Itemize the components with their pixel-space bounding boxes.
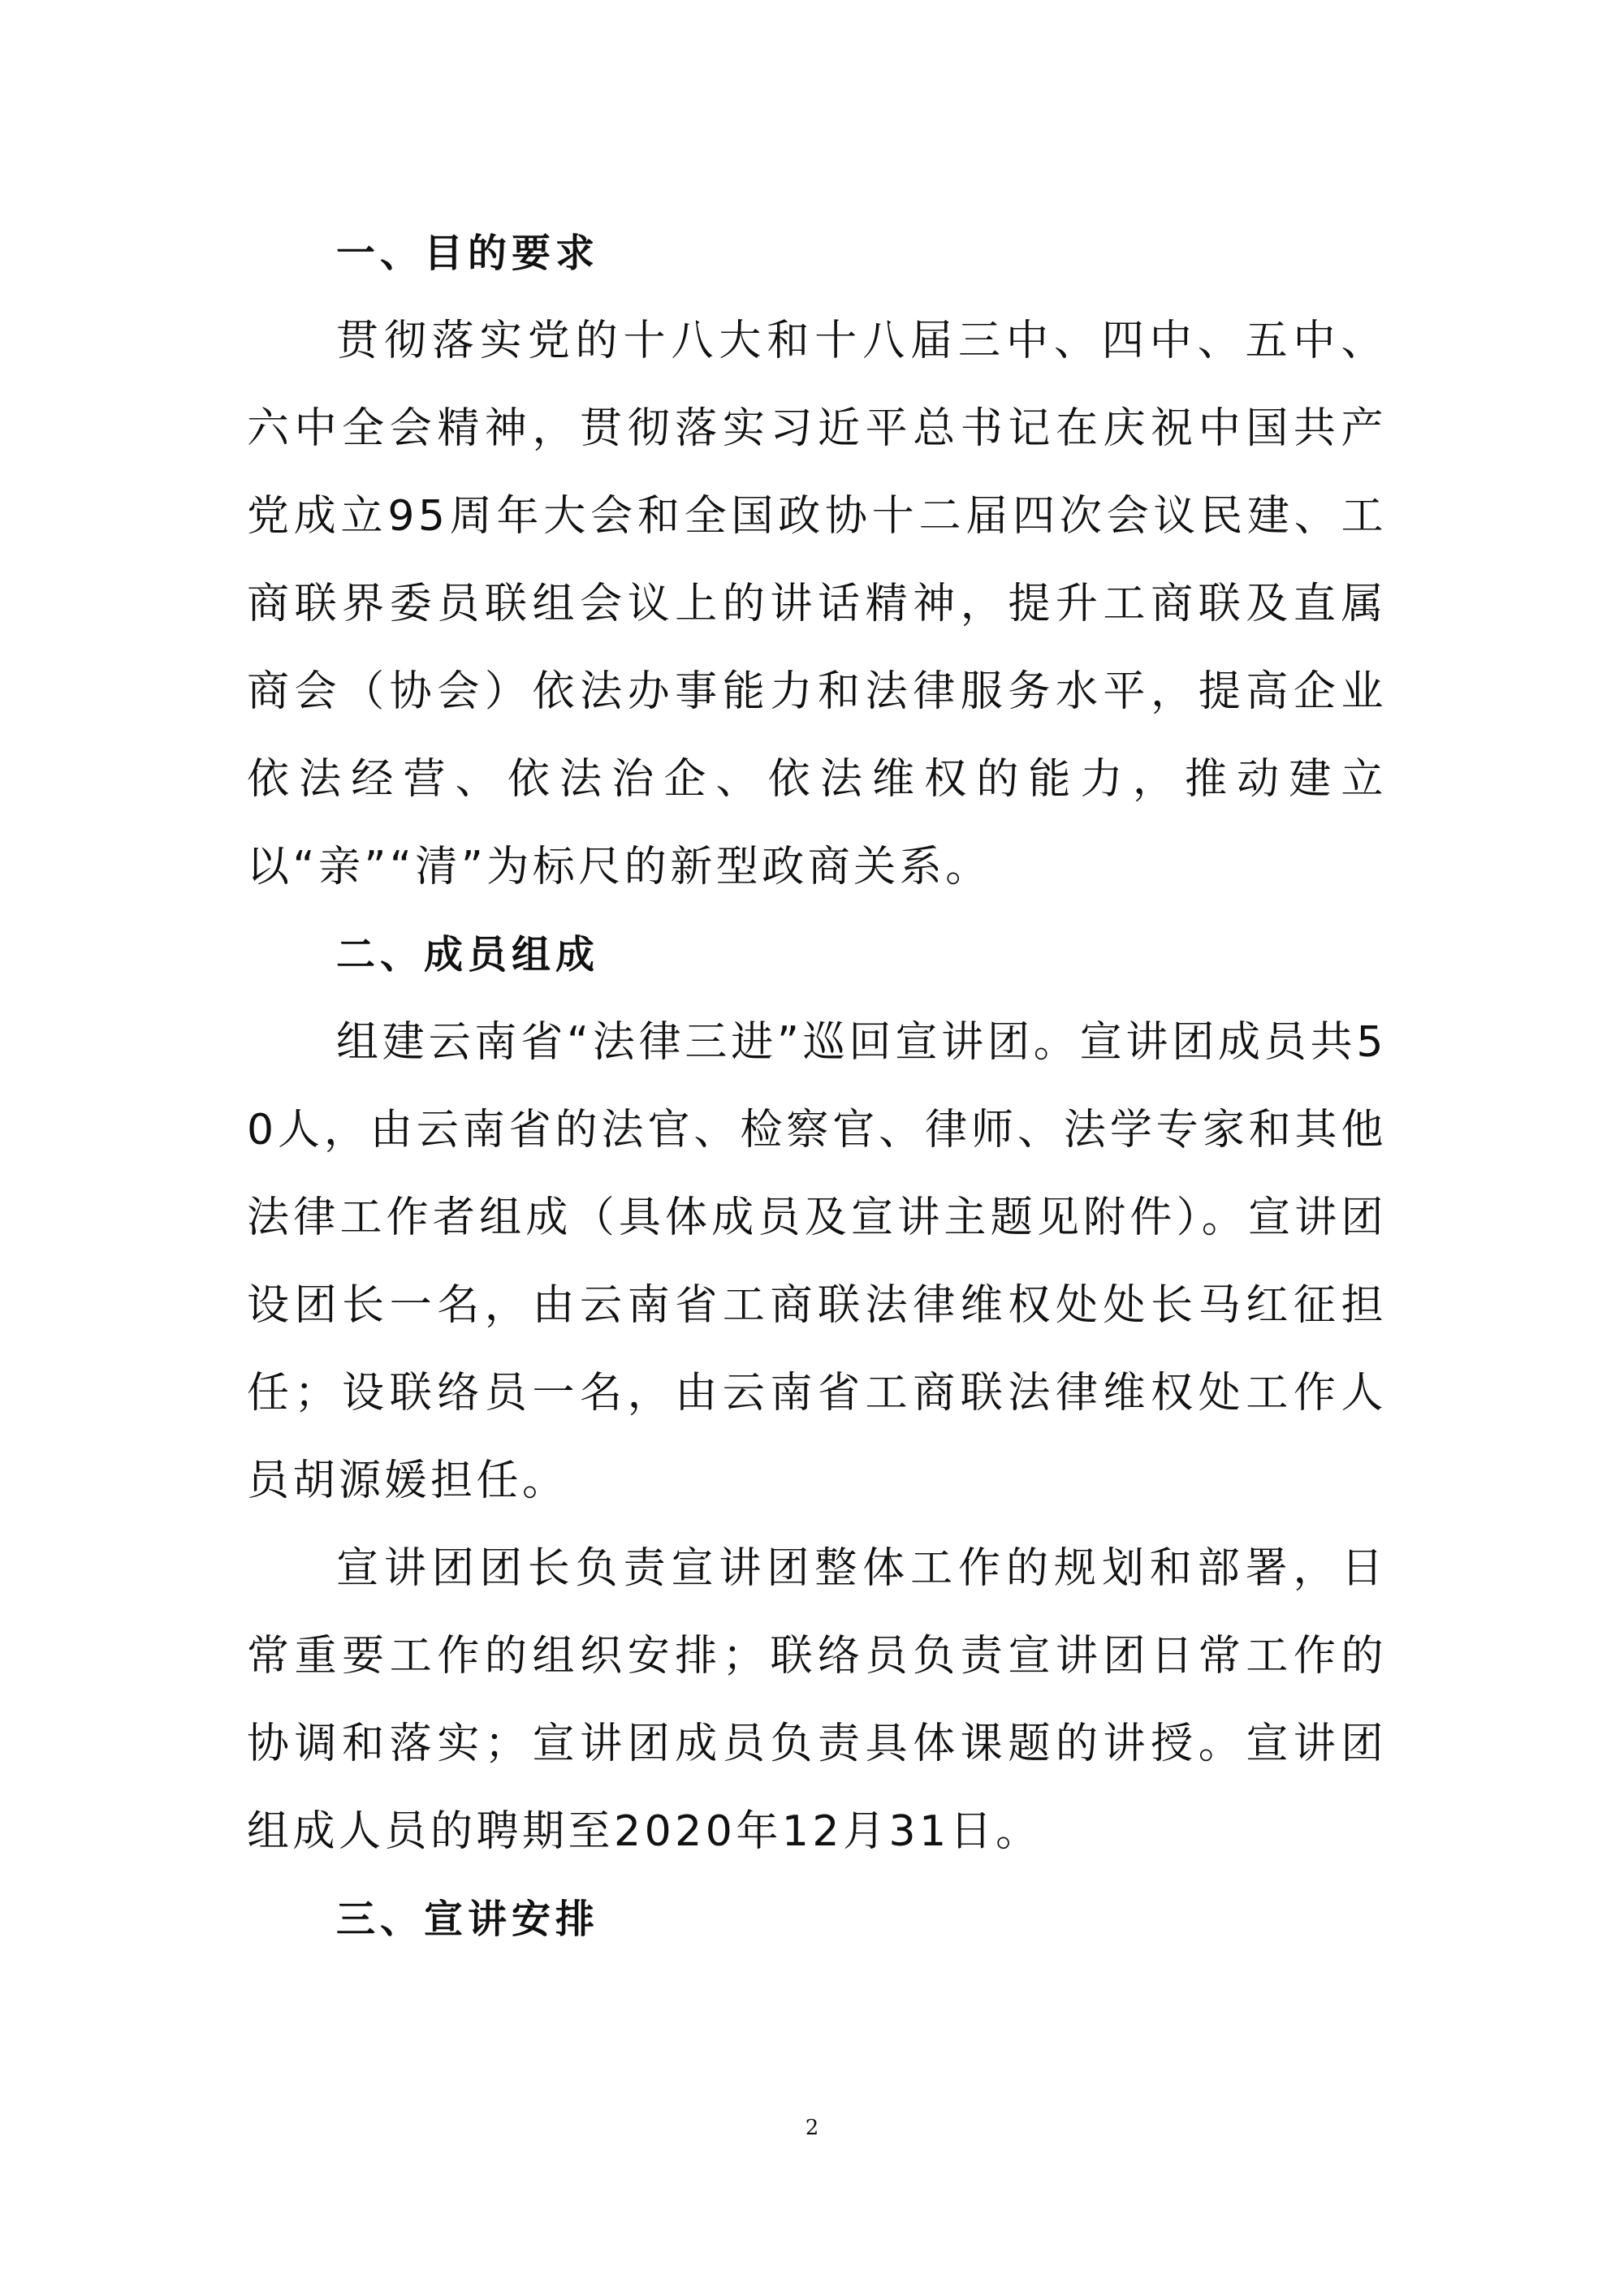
section-heading-arrangements: 三、宣讲安排 [336, 1897, 600, 1942]
paragraph-objectives: 贯彻落实党的十八大和十八届三中、四中、五中、六中全会精神，贯彻落实习近平总书记在庆祝中国共产党成立95周年大会和全国政协十二届四次会议民建、工商联界委员联组会议上的讲话精神，提升工商联及直属商会（协会）依法办事能力和法律服务水平，提高企业依法经营、依法治企、依法维权的能力，推动建立以“亲”“清”为标尺的新型政商关系。 [247, 317, 1387, 891]
paragraph-members-duties: 宣讲团团长负责宣讲团整体工作的规划和部署，日常重要工作的组织安排；联络员负责宣讲团日常工作的协调和落实；宣讲团成员负责具体课题的讲授。宣讲团组成人员的聘期至2020年12月31日。 [247, 1544, 1387, 1856]
document-body [247, 209, 1387, 1963]
page-number: 2 [805, 2116, 819, 2140]
section-heading-objectives: 一、目的要求 [336, 231, 600, 276]
section-heading-members: 二、成员组成 [336, 932, 600, 978]
paragraph-members-composition: 组建云南省“法律三进”巡回宣讲团。宣讲团成员共50人，由云南省的法官、检察官、律师、法学专家和其他法律工作者组成（具体成员及宣讲主题见附件）。宣讲团设团长一名，由云南省工商联法律维权处处长马红征担任；设联络员一名，由云南省工商联法律维权处工作人员胡源媛担任。 [247, 1018, 1387, 1505]
